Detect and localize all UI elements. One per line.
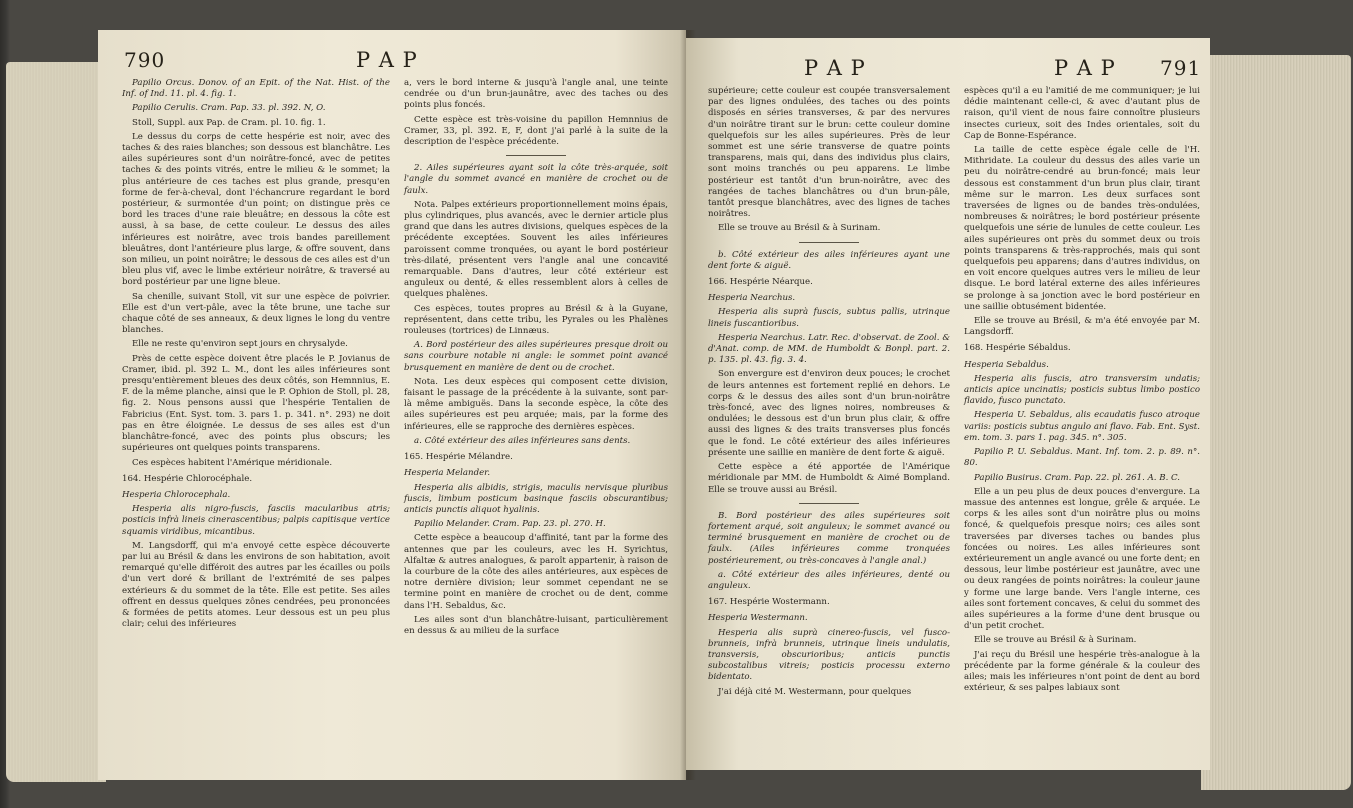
right-page	[686, 38, 1210, 770]
paragraph: J'ai reçu du Brésil une hespérie très-analogue à la précédente par la forme générale & la couleur des ailes; mais les inférieures n'ont point de dent au bord extérieur, & ses palpes labiaux sont	[964, 649, 1200, 694]
paragraph: b. Côté extérieur des ailes inférieures ayant une dent forte & aiguë.	[708, 249, 950, 271]
section-heading: Hesperia Melander.	[404, 468, 491, 479]
running-head-left: P A P	[356, 48, 418, 72]
paragraph: Papilio Cerulis. Cram. Pap. 33. pl. 392. N, O.	[132, 103, 326, 114]
paragraph: Ces espèces, toutes propres au Brésil & à la Guyane, représentent, dans cette tribu, les Pyrales ou les Phalènes rouleuses (tortrices) de Linnæus.	[404, 303, 668, 337]
section-heading: 168. Hespérie Sébaldus.	[964, 343, 1071, 354]
paragraph: Sa chenille, suivant Stoll, vit sur une espèce de poivrier. Elle est d'un vert-pâle, avec la tête brune, une tache sur chaque côté de ses anneaux, & deux lignes le long du ventre blanches.	[122, 291, 390, 336]
paragraph: Papilio Orcus. Donov. of an Epit. of the Nat. Hist. of the Inf. of Ind. 11. pl. 4. fig. 1.	[122, 78, 390, 100]
right-column-1	[708, 86, 950, 701]
paragraph: Hesperia alis suprà fuscis, subtus pallis, utrinque lineis fuscantioribus.	[708, 307, 950, 329]
paragraph: Cette espèce est très-voisine du papillon Hemnnius de Cramer, 33, pl. 392. E, F, dont j'ai parlé à la suite de la description de l'espèce précédente.	[404, 114, 668, 148]
paragraph: Nota. Les deux espèces qui composent cette division, faisant le passage de la précédente à la suivante, sont par-là même ambiguës. Dans la seconde espèce, la côte des ailes supérieures est peu arquée; mais, par la forme des inférieures, elle se rapproche des dernières espèces.	[404, 376, 668, 432]
paragraph: 2. Ailes supérieures ayant soit la côte très-arquée, soit l'angle du sommet avancé en manière de crochet ou de faulx.	[404, 163, 668, 196]
paragraph: Elle se trouve au Brésil & à Surinam.	[718, 223, 881, 234]
paragraph: supérieure; cette couleur est coupée transversalement par des lignes ondulées, des taches ou des points disposés en séries transverses, & par des nervures d'un noirâtre tirant sur le brun: cette couleur domine quelquefois sur les ailes supérieures. Près de leur sommet est une série transverse de quatre points transparens, mais qui, dans des individus plus clairs, sont moins tranchés ou peu apparens. Le limbe postérieur est tantôt d'un brun-noirâtre, avec des rangées de taches blanchâtres ou d'un brun-pâle, tantôt presque blanchâtres, avec des lignes de taches noirâtres.	[708, 86, 950, 220]
paragraph: Ces espèces habitent l'Amérique méridionale.	[132, 457, 333, 468]
section-heading: 164. Hespérie Chlorocéphale.	[122, 473, 253, 484]
section-rule	[506, 155, 566, 156]
paragraph: A. Bord postérieur des ailes supérieures presque droit ou sans courbure notable ni angle: le sommet point avancé brusquement en manière de dent ou de crochet.	[404, 340, 668, 373]
paragraph: Hesperia Nearchus. Latr. Rec. d'observat. de Zool. & d'Anat. comp. de MM. de Humboldt & Bonpl. part. 2. p. 135. pl. 43. fig. 3. 4.	[708, 332, 950, 366]
section-heading: 167. Hespérie Wostermann.	[708, 597, 830, 608]
left-column-2	[404, 78, 668, 640]
paragraph: Hesperia alis albidis, strigis, maculis nervisque pluribus fuscis, limbum posticum basinque fasciis obscurantibus; anticis punctis aliquot hyalinis.	[404, 482, 668, 515]
section-heading: Hesperia Westermann.	[708, 613, 808, 624]
paragraph: Papilio P. U. Sebaldus. Mant. Inf. tom. 2. p. 89. n°. 80.	[964, 447, 1200, 469]
page-number-right: 791	[1160, 56, 1202, 80]
section-rule	[799, 503, 859, 504]
paragraph: a, vers le bord interne & jusqu'à l'angle anal, une teinte cendrée ou d'un brun-jaunâtre, avec des taches ou des points plus foncés.	[404, 78, 668, 111]
left-column-1	[122, 78, 390, 633]
right-page-edges	[1201, 55, 1351, 790]
section-rule	[799, 242, 859, 243]
paragraph: Cette espèce a beaucoup d'affinité, tant par la forme des antennes que par les couleurs, avec les H. Syrichtus, Alfaltæ & autres analogues, & paroît appartenir, à raison de la courbure de la côte des ailes antérieures, aux espèces de notre dernière division; leur sommet cependant ne se termine point en manière de crochet ou de dent, comme dans l'H. Sebaldus, &c.	[404, 533, 668, 611]
paragraph: B. Bord postérieur des ailes supérieures soit fortement arqué, soit anguleux; le sommet avancé ou terminé brusquement en manière de crochet ou de faulx. (Ailes inférieures comme tronquées postérieurement, ou très-concaves à l'angle anal.)	[708, 510, 950, 566]
paragraph: M. Langsdorff, qui m'a envoyé cette espèce découverte par lui au Brésil & dans les environs de son habitation, avoit remarqué qu'elle différoit des autres par les écailles ou poils d'un vert doré & brillant de l'extrémité de ses palpes extérieurs & du sommet de la tête. Elle est petite. Ses ailes offrent en dessus quelques zônes cendrées, peu prononcées & formées de petits atomes. Leur dessous est un peu plus clair; celui des inférieures	[122, 540, 390, 630]
paragraph: Hesperia U. Sebaldus, alis ecaudatis fusco atroque variis: posticis subtus angulo ani flavo. Fab. Ent. Syst. em. tom. 3. pars 1. pag. 345. n°. 305.	[964, 410, 1200, 443]
paragraph: Son envergure est d'environ deux pouces; le crochet de leurs antennes est fortement replié en dehors. Le corps & le dessus des ailes sont d'un brun-noirâtre très-foncé, avec des lignes noires, nombreuses & ondulées; le dessous est d'un brun plus clair, & offre aussi des lignes & des traits transverses plus foncés que le fond. Le côté extérieur des ailes inférieures présente une saillie en manière de dent forte & aiguë.	[708, 369, 950, 458]
paragraph: Près de cette espèce doivent être placés le P. Jovianus de Cramer, ibid. pl. 392 L. M., dont les ailes inférieures sont presqu'entièrement bleues des deux côtés, son Hemnnius, E. F. de la même planche, ainsi que le P. Ophion de Stoll, pl. 28, fig. 2. Nous pensons aussi que l'hespérie Tentalien de Fabricius (Ent. Syst. tom. 3. pars 1. p. 341. n°. 293) ne doit pas en être éloignée. Le dessus de ses ailes est d'un blanchâtre-foncé, avec des points plus obscurs; les supérieures ont quelques points transparens.	[122, 353, 390, 454]
paragraph: Elle ne reste qu'environ sept jours en chrysalyde.	[132, 339, 348, 350]
page-number-left: 790	[124, 48, 166, 72]
paragraph: La taille de cette espèce égale celle de l'H. Mithridate. La couleur du dessus des ailes varie un peu du noirâtre-cendré au brun-foncé; mais leur dessous est constamment d'un brun plus clair, tirant même sur le marron. Les deux surfaces sont traversées de lignes ou de bandes très-ondulées, nombreuses & noirâtres; le bord postérieur présente quelquefois une série de lunules de cette couleur. Les ailes supérieures ont près du sommet deux ou trois points transparens & très-rapprochés, mais qui sont quelquefois peu apparens; dans d'autres individus, on en voit encore quelques autres vers le milieu de leur disque. Le bord latéral externe des ailes inférieures se prolonge à sa jonction avec le bord postérieur en une saillie obtusément bidentée.	[964, 145, 1200, 312]
running-head-right-2: P A P	[1054, 56, 1116, 80]
paragraph: Elle se trouve au Brésil, & m'a été envoyée par M. Langsdorff.	[964, 316, 1200, 338]
paragraph: Les ailes sont d'un blanchâtre-luisant, particulièrement en dessus & au milieu de la surface	[404, 614, 668, 636]
section-heading: Hesperia Sebaldus.	[964, 359, 1049, 370]
paragraph: Le dessus du corps de cette hespérie est noir, avec des taches & des raies blanches; son dessous est blanchâtre. Les ailes supérieures sont d'un noirâtre-foncé, avec de petites taches & des points vitrés, entre le milieu & le sommet; la plus antérieure de ces taches est plus grande, presqu'en forme de fer-à-cheval, dont l'échancrure regardant le bord postérieur, & surmontée d'un point; on distingue près ce bord les traces d'une raie bleuâtre; en dessous la côte est aussi, à sa base, de cette couleur. Le dessus des ailes inférieures est noirâtre, avec trois bandes pareillement bleuâtres, dont l'antérieure plus large, & offre souvent, dans son milieu, un point noirâtre; le dessous de ces ailes est d'un bleu plus vif, avec le limbe extérieur noirâtre, & traversé au bord postérieur par une ligne bleue.	[122, 131, 390, 288]
paragraph: J'ai déjà cité M. Westermann, pour quelques	[718, 686, 912, 697]
paragraph: Hesperia alis suprà cinereo-fuscis, vel fusco-brunneis, infrà brunneis, utrinque lineis undulatis, transversis, obscurioribus; anticis punctis subcostalibus vitreis; posticis processu externo bidentato.	[708, 627, 950, 683]
section-heading: 165. Hespérie Mélandre.	[404, 452, 513, 463]
paragraph: Elle a un peu plus de deux pouces d'envergure. La massue des antennes est longue, grêle & arquée. Le corps & les ailes sont d'un noirâtre plus ou moins foncé, & quelquefois presque noirs; ces ailes sont traversées par diverses taches ou bandes plus foncées ou noires. Les ailes inférieures sont extérieurement un angle avancé ou une forte dent; en dessous, leur limbe postérieur est jaunâtre, avec une ou deux rangées de points noirâtres: la couleur jaune y forme une large bande. Vers l'angle interne, ces ailes sont fortement concaves, & celui du sommet des ailes supérieures a la forme d'une dent brusque ou d'un petit crochet.	[964, 486, 1200, 632]
paragraph: Papilio Melander. Cram. Pap. 23. pl. 270. H.	[414, 519, 606, 530]
paragraph: espèces qu'il a eu l'amitié de me communiquer; je lui dédie maintenant celle-ci, & avec d'autant plus de raison, qu'il vient de nous faire connoître plusieurs insectes curieux, soit des Indes orientales, soit du Cap de Bonne-Espérance.	[964, 86, 1200, 141]
paragraph: Stoll, Suppl. aux Pap. de Cram. pl. 10. fig. 1.	[132, 117, 326, 128]
paragraph: Cette espèce a été apportée de l'Amérique méridionale par MM. de Humboldt & Aimé Bompland. Elle se trouve aussi au Brésil.	[708, 462, 950, 495]
paragraph: Nota. Palpes extérieurs proportionnellement moins épais, plus cylindriques, plus avancés, avec le dernier article plus grand que dans les autres divisions, quelques espèces de la précédente exceptées. Souvent les ailes inférieures paroissent comme tronquées, ou ayant le bord postérieur très-dilaté, présentent vers l'angle anal une concavité remarquable. Dans d'autres, leur côté extérieur est anguleux ou denté, & elles ressemblent alors à celles de quelques phalènes.	[404, 199, 668, 300]
left-page-edges	[6, 62, 106, 782]
paragraph: Papilio Busirus. Cram. Pap. 22. pl. 261. A. B. C.	[974, 472, 1181, 483]
running-head-right-1: P A P	[804, 56, 866, 80]
paragraph: Elle se trouve au Brésil & à Surinam.	[974, 635, 1137, 646]
paragraph: Hesperia alis nigro-fuscis, fasciis macularibus atris; posticis infrà lineis cinerascentibus; palpis capitisque vertice squamis viridibus, micantibus.	[122, 504, 390, 537]
left-page	[98, 30, 686, 780]
section-heading: Hesperia Chlorocephala.	[122, 489, 231, 500]
section-heading: Hesperia Nearchus.	[708, 293, 796, 304]
paragraph: Hesperia alis fuscis, atro transversim undatis; anticis apice uncinatis; posticis subtus limbo postico flavido, fusco punctato.	[964, 373, 1200, 407]
paragraph: a. Côté extérieur des ailes inférieures, denté ou anguleux.	[708, 569, 950, 591]
section-heading: 166. Hespérie Néarque.	[708, 277, 813, 288]
right-column-2	[964, 86, 1200, 697]
paragraph: a. Côté extérieur des ailes inférieures sans dents.	[414, 435, 631, 446]
